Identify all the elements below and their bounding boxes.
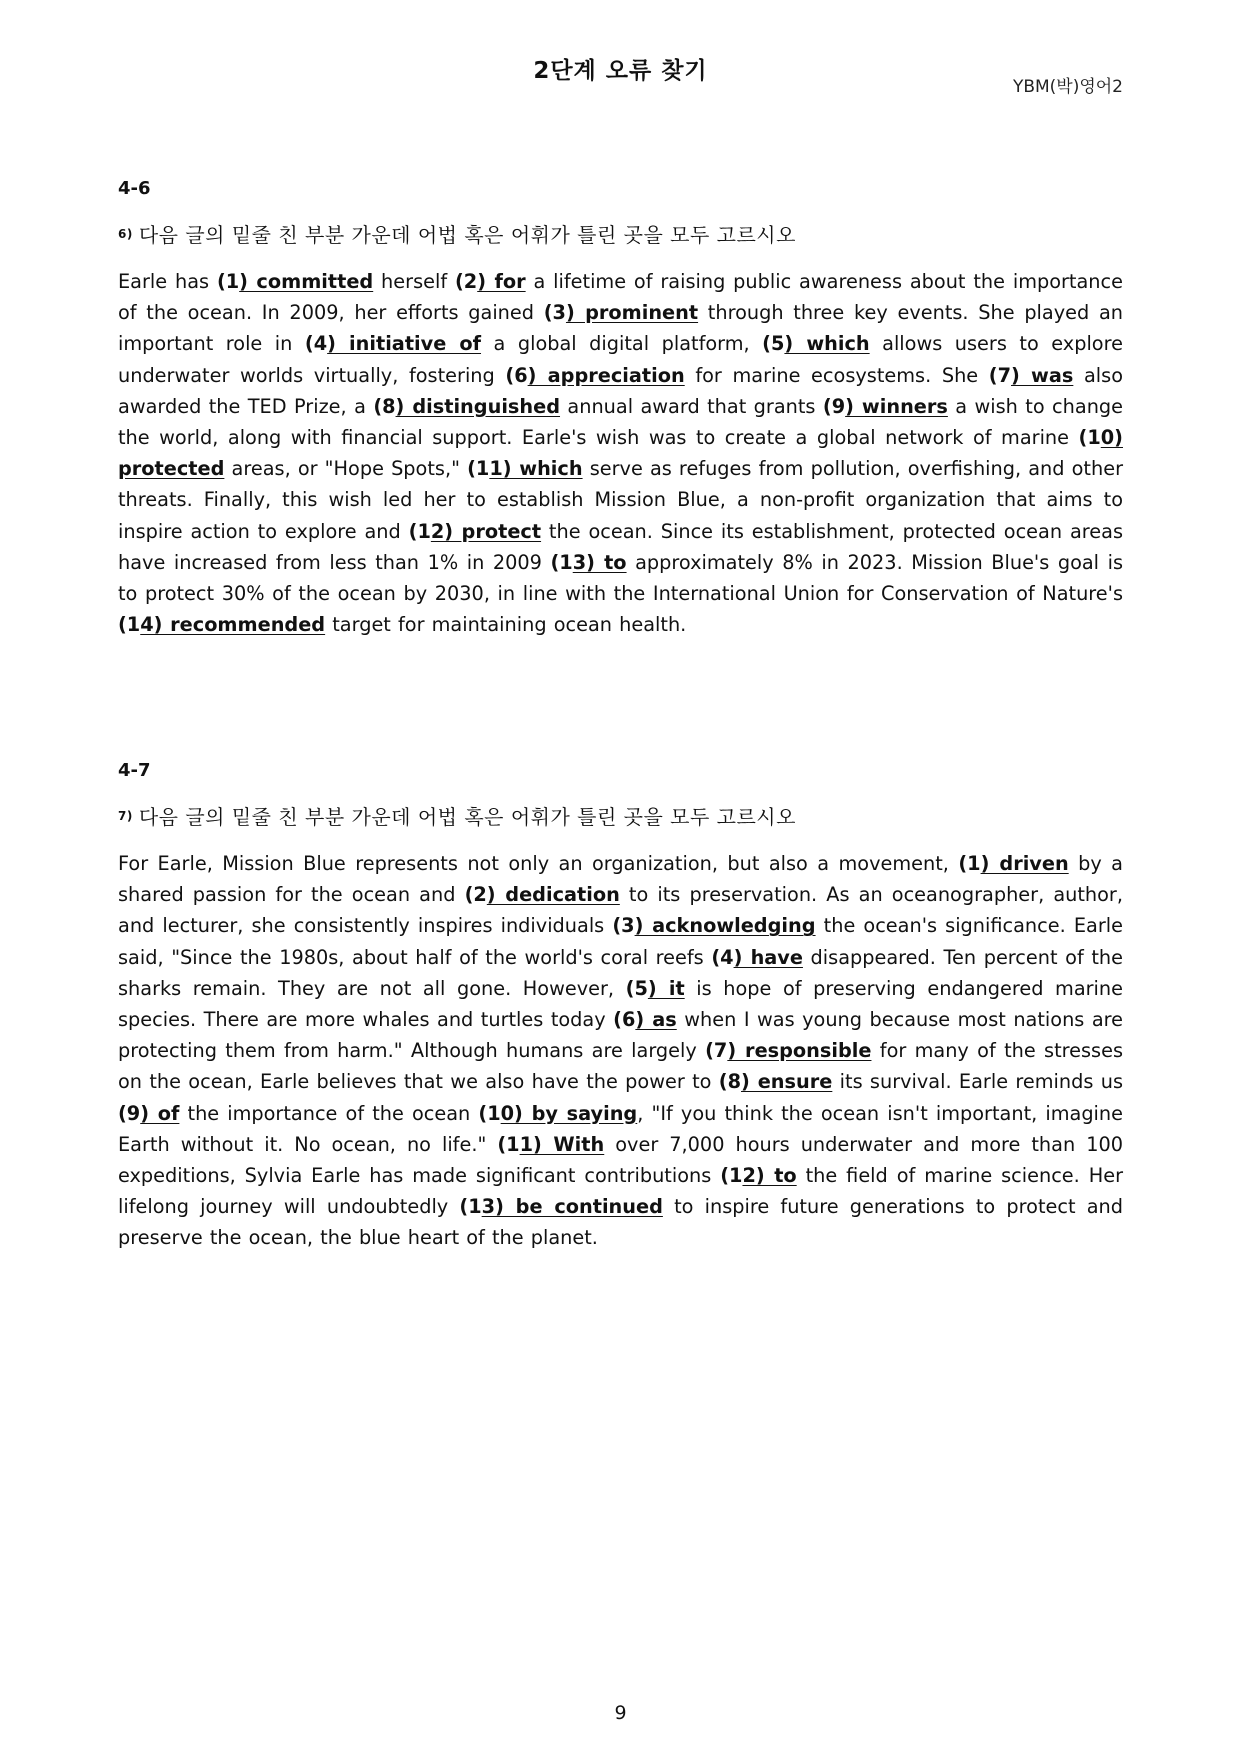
choice-number: (1 [550, 550, 573, 574]
passage-text-run: a lifetime of raising public awareness about the importance of the ocean. In 2009, her efforts gained [118, 270, 1123, 325]
passage-text-run: when I was young because most nations are protecting them from harm." Although humans are largely [118, 1008, 1124, 1063]
choice-number: (1 [958, 852, 981, 875]
choice-number: (2 [464, 883, 487, 907]
section-label: 4-7 [118, 760, 151, 781]
underlined-choice [465, 883, 620, 906]
choice-underlined-text: ) was [1011, 363, 1074, 387]
choice-number: (7 [705, 1039, 728, 1063]
passage-text-run: For Earle, Mission Blue represents not only an organization, but also a movement, [118, 852, 959, 875]
underlined-choice [478, 1102, 637, 1125]
passage-text-run: herself [373, 270, 455, 293]
underlined-choice [544, 301, 698, 324]
underlined-choice [989, 364, 1074, 387]
exercise-section [118, 178, 1123, 640]
underlined-choice [719, 1070, 833, 1093]
underlined-choice [505, 364, 684, 387]
question-number: 7) [118, 809, 133, 823]
choice-underlined-text: ) committed [239, 270, 374, 293]
choice-number: (4 [711, 945, 734, 969]
passage-text-run: the ocean. Since its establishment, protected ocean areas have increased from less than 1% in 2009 [118, 519, 1123, 574]
section-label: 4-6 [118, 178, 151, 199]
underlined-choice [823, 395, 948, 418]
choice-underlined-text: ) initiative of [327, 332, 482, 356]
choice-underlined-text: ) of [140, 1101, 180, 1125]
choice-number: (6 [505, 363, 528, 387]
choice-underlined-text: ) responsible [727, 1039, 872, 1063]
choice-underlined-text: ) ensure [741, 1070, 833, 1094]
choice-underlined-text: ) distinguished [395, 394, 561, 418]
choice-number: (5 [762, 332, 785, 356]
passage-text-run: to its preservation. As an oceanographer, author, and lecturer, she consistently inspires individuals [118, 883, 1123, 938]
passage-text-run: serve as refuges from pollution, overfishing, and other threats. Finally, this wish led her to establish Mission Blue, a non-profit organization that aims to inspire action to explore and [118, 457, 1124, 543]
choice-number: (1 [408, 519, 431, 543]
choice-underlined-text: 4) recommended [140, 613, 326, 637]
page-title: 2단계 오류 찾기 [533, 58, 708, 84]
choice-number: (1 [459, 1195, 482, 1219]
choice-number: (9 [118, 1101, 141, 1125]
choice-number: (8 [718, 1070, 742, 1094]
underlined-choice [711, 946, 803, 969]
textbook-label: YBM(박)영어2 [1012, 77, 1123, 97]
choice-underlined-text: 3) to [572, 550, 627, 574]
underlined-choice [705, 1039, 871, 1062]
choice-number: (9 [822, 394, 846, 418]
passage-text-run: annual award that grants [560, 394, 823, 418]
underlined-choice [455, 270, 526, 293]
underlined-choice [762, 332, 869, 355]
choice-underlined-text: 1) which [489, 457, 583, 481]
choice-number: (1 [497, 1132, 520, 1156]
choice-number: (1 [118, 613, 141, 637]
passage-text [118, 848, 1123, 1254]
choice-underlined-text: ) as [635, 1008, 677, 1032]
choice-underlined-text: ) driven [980, 852, 1069, 875]
page-number: 9 [614, 1702, 627, 1724]
choice-underlined-text: 2) to [742, 1164, 797, 1188]
choice-number: (1 [478, 1101, 501, 1125]
choice-number: (7 [988, 363, 1012, 387]
choice-number: (4 [304, 332, 328, 356]
choice-number: (3 [543, 301, 566, 325]
choice-number: (1 [216, 270, 240, 293]
passage-text-run: disappeared. Ten percent of the sharks remain. They are not all gone. However, [118, 945, 1123, 1000]
underlined-choice [626, 977, 685, 1000]
passage-text-run: the field of marine science. Her lifelong journey will undoubtedly [118, 1164, 1124, 1219]
choice-number: (8 [373, 394, 396, 418]
underlined-choice [217, 270, 373, 293]
choice-number: (6 [613, 1008, 636, 1032]
exercise-section [118, 760, 1123, 1254]
underlined-choice [459, 1195, 662, 1218]
choice-number: (3 [612, 914, 635, 938]
passage-text-run: areas, or "Hope Spots," [224, 457, 468, 481]
choice-underlined-text: ) have [733, 945, 803, 969]
question-number: 6) [118, 227, 133, 241]
choice-underlined-text: 0) protected [118, 426, 1123, 481]
passage-text-run: its survival. Earle reminds us [832, 1070, 1123, 1094]
page-header [0, 0, 1241, 110]
passage-text-run: Earle has [118, 270, 217, 293]
passage-text-run: is hope of preserving endangered marine species. There are more whales and turtles today [118, 976, 1123, 1032]
choice-underlined-text: 3) be continued [481, 1195, 663, 1219]
choice-underlined-text: ) acknowledging [634, 914, 816, 938]
passage-text-run: by a shared passion for the ocean and [118, 852, 1123, 907]
underlined-choice [373, 395, 560, 418]
underlined-choice [497, 1133, 604, 1156]
passage-text-run: a global digital platform, [481, 332, 763, 356]
choice-number: (1 [467, 457, 490, 481]
choice-number: (1 [720, 1164, 743, 1188]
passage-text [118, 266, 1123, 640]
choice-underlined-text: ) winners [845, 394, 948, 418]
choice-underlined-text: ) for [477, 270, 526, 293]
passage-text-run: through three key events. She played an important role in [118, 301, 1123, 356]
choice-underlined-text: ) dedication [486, 883, 620, 907]
passage-text-run: to inspire future generations to protect and preserve the ocean, the blue heart of the planet. [118, 1195, 1124, 1250]
choice-underlined-text: 1) With [519, 1132, 605, 1156]
passage-text-run: for marine ecosystems. She [684, 363, 989, 387]
passage-text-run: the importance of the ocean [179, 1101, 479, 1125]
passage-text-run: target for maintaining ocean health. [325, 613, 687, 637]
underlined-choice [305, 332, 481, 355]
passage-text-run: allows users to explore underwater worlds virtually, fostering [118, 332, 1123, 387]
choice-number: (2 [454, 270, 478, 293]
underlined-choice [118, 613, 325, 636]
choice-number: (5 [625, 976, 648, 1000]
underlined-choice [118, 1102, 179, 1125]
passage-text-run: a wish to change the world, along with financial support. Earle's wish was to create a global network of marine [118, 394, 1124, 450]
underlined-choice [720, 1164, 796, 1187]
choice-underlined-text: ) appreciation [527, 363, 685, 387]
passage-text-run: for many of the stresses on the ocean, Earle believes that we also have the power to [118, 1039, 1123, 1094]
choice-underlined-text: ) which [784, 332, 870, 356]
question-text: 다음 글의 밑줄 친 부분 가운데 어법 혹은 어휘가 틀린 곳을 모두 고르시오 [138, 223, 796, 247]
underlined-choice [550, 551, 626, 574]
underlined-choice [467, 457, 582, 480]
choice-number: (1 [1078, 426, 1101, 450]
passage-text-run: , "If you think the ocean isn't important, imagine Earth without it. No ocean, no life." [118, 1101, 1123, 1156]
passage-text-run: over 7,000 hours underwater and more than 100 expeditions, Sylvia Earle has made significant contributions [118, 1132, 1123, 1188]
underlined-choice [958, 852, 1068, 875]
choice-underlined-text: 2) protect [430, 519, 542, 543]
passage-text-run: also awarded the TED Prize, a [118, 363, 1123, 418]
choice-underlined-text: ) prominent [565, 301, 699, 325]
choice-underlined-text: 0) by saying [500, 1101, 638, 1125]
underlined-choice [613, 1008, 677, 1031]
underlined-choice [612, 914, 815, 937]
passage-text-run: the ocean's significance. Earle said, "Since the 1980s, about half of the world's coral reefs [118, 914, 1123, 969]
passage-text-run: approximately 8% in 2023. Mission Blue's goal is to protect 30% of the ocean by 2030, in line with the International Union for Conservation of Nature's [118, 550, 1123, 606]
question-prompt [118, 219, 1123, 248]
question-prompt [118, 801, 1123, 830]
underlined-choice [409, 520, 541, 543]
question-text: 다음 글의 밑줄 친 부분 가운데 어법 혹은 어휘가 틀린 곳을 모두 고르시오 [138, 805, 796, 829]
choice-underlined-text: ) it [647, 976, 685, 1000]
